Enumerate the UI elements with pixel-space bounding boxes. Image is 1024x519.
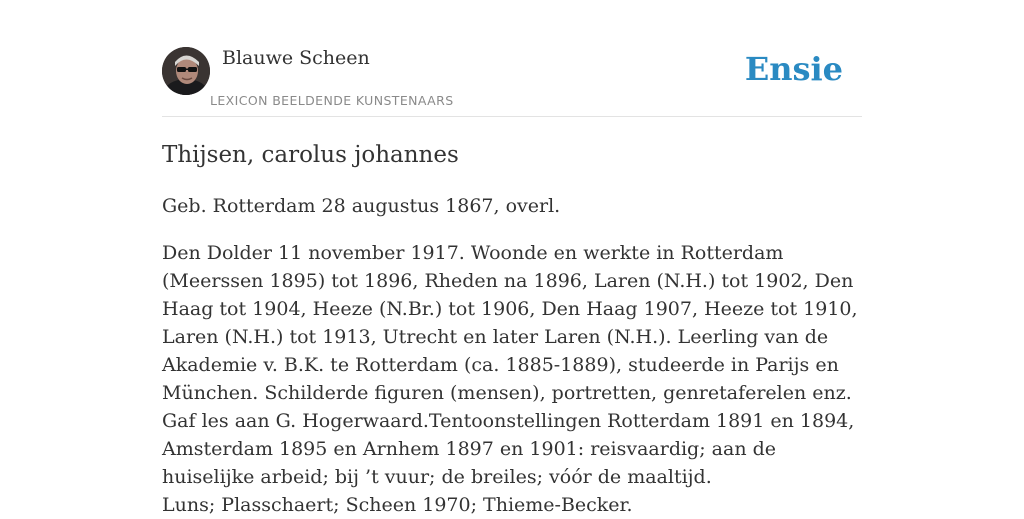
article-header	[162, 0, 862, 117]
brand-logo[interactable]: Ensie	[744, 50, 843, 88]
article-title: Thijsen, carolus johannes	[162, 142, 459, 168]
category-label[interactable]: LEXICON BEELDENDE KUNSTENAARS	[210, 93, 454, 108]
article-paragraph-sources: Luns; Plasschaert; Scheen 1970; Thieme-Becker.	[162, 494, 633, 516]
author-avatar[interactable]	[162, 47, 210, 95]
author-name[interactable]: Blauwe Scheen	[222, 47, 370, 69]
author-photo-icon	[162, 47, 210, 95]
article-paragraph-birth: Geb. Rotterdam 28 augustus 1867, overl.	[162, 195, 561, 217]
page-container	[162, 0, 862, 516]
article-paragraph-biography: Den Dolder 11 november 1917. Woonde en werkte in Rotterdam (Meerssen 1895) tot 1896, Rheden na 1896, Laren (N.H.) tot 1902, Den Haag tot 1904, Heeze (N.Br.) tot 1906, Den Haag 1907, Heeze tot 1910, Laren (N.H.) tot 1913, Utrecht en later Laren (N.H.). Leerling van de Akademie v. B.K. te Rotterdam (ca. 1885-1889), studeerde in Parijs en München. Schilderde figuren (mensen), portretten, genretaferelen enz. Gaf les aan G. Hogerwaard.Tentoonstellingen Rotterdam 1891 en 1894, Amsterdam 1895 en Arnhem 1897 en 1901: reisvaardig; aan de huiselijke arbeid; bij ’t vuur; de breiles; vóór de maaltijd.	[162, 242, 858, 488]
